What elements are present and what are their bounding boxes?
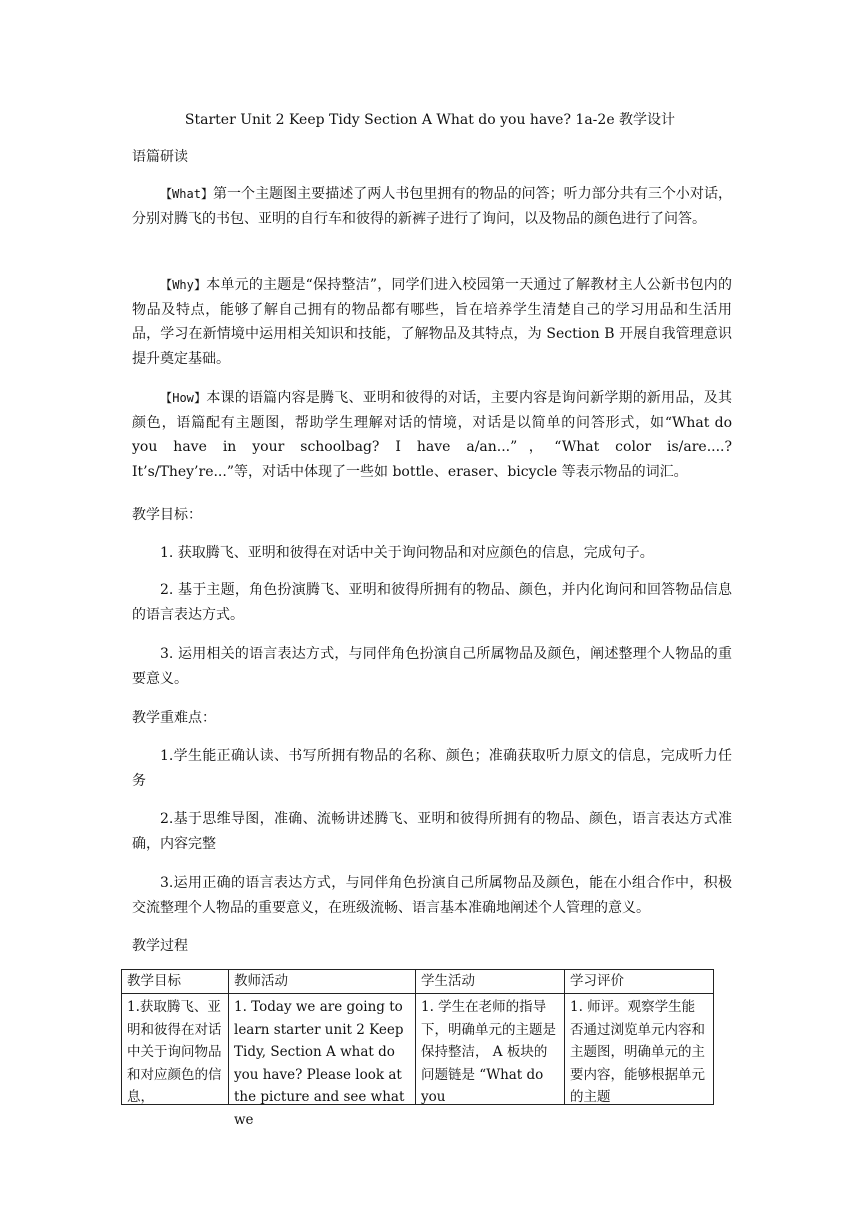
table-header-cell: 教师活动 bbox=[229, 970, 416, 994]
how-text: 本课的语篇内容是腾飞、亚明和彼得的对话，主要内容是询问新学期的新用品，及其颜色，语篇配有主题图，帮助学生理解对话的情境，对话是以简单的问答形式，如“What do you have in your schoolbag? I have a/an...”，“What color is/are....? It’s/They’re...”等，对话中体现了一些如 bottle、eraser、bicycle 等表示物品的词汇。 bbox=[132, 390, 732, 480]
how-tag: 【How】 bbox=[160, 391, 207, 405]
key-point-item: 1.学生能正确认读、书写所拥有物品的名称、颜色；准确获取听力原文的信息，完成听力任务 bbox=[132, 748, 732, 789]
cell-text: 1.获取腾飞、亚明和彼得在对话中关于询问物品和对应颜色的信息， bbox=[127, 999, 222, 1105]
key-point-item: 2.基于思维导图，准确、流畅讲述腾飞、亚明和彼得所拥有的物品、颜色，语言表达方式准确，内容完整 bbox=[132, 811, 732, 852]
why-tag: 【Why】 bbox=[160, 278, 207, 292]
cell-text: 1. Today we are going to learn starter unit 2 Keep Tidy, Section A what do you have? Please look at the picture and see what we bbox=[234, 999, 405, 1128]
table-header-cell: 学习评价 bbox=[565, 970, 714, 994]
table-header-row bbox=[122, 970, 714, 994]
paragraph-how bbox=[132, 386, 732, 484]
paragraph-why bbox=[132, 273, 732, 371]
cell-text: 1. 师评。观察学生能否通过浏览单元内容和主题图，明确单元的主要内容，能够根据单元的主题 bbox=[570, 999, 705, 1105]
why-text: 本单元的主题是“保持整洁”，同学们进入校园第一天通过了解教材主人公新书包内的物品及特点，能够了解自己拥有的物品都有哪些，旨在培养学生清楚自己的学习用品和生活用品，学习在新情境中运用相关知识和技能，了解物品及其特点，为 Section B 开展自我管理意识提升奠定基础。 bbox=[132, 277, 732, 367]
cell-text: 1. 学生在老师的指导下，明确单元的主题是保持整洁， A 板块的问题链是 “What do you bbox=[421, 999, 556, 1105]
section-heading-goals: 教学目标： bbox=[132, 507, 202, 523]
table-cell-student bbox=[416, 994, 565, 1105]
process-table bbox=[121, 969, 714, 1128]
table-cell-teacher bbox=[229, 994, 416, 1128]
what-tag: 【What】 bbox=[160, 187, 213, 201]
goal-item: 3. 运用相关的语言表达方式，与同伴角色扮演自己所属物品及颜色，阐述整理个人物品的重要意义。 bbox=[132, 646, 732, 687]
table-header-cell: 学生活动 bbox=[416, 970, 565, 994]
document-title: Starter Unit 2 Keep Tidy Section A What do you have? 1a-2e 教学设计 bbox=[184, 112, 676, 128]
goal-item: 1. 获取腾飞、亚明和彼得在对话中关于询问物品和对应颜色的信息，完成句子。 bbox=[160, 545, 654, 561]
section-heading-process: 教学过程 bbox=[132, 938, 188, 954]
section-heading-key-points: 教学重难点： bbox=[132, 710, 216, 726]
what-text: 第一个主题图主要描述了两人书包里拥有的物品的问答；听力部分共有三个小对话，分别对腾飞的书包、亚明的自行车和彼得的新裤子进行了询问，以及物品的颜色进行了问答。 bbox=[132, 186, 732, 227]
section-heading-reading: 语篇研读 bbox=[132, 149, 188, 165]
table-cell-evaluation bbox=[565, 994, 714, 1105]
key-point-item: 3.运用正确的语言表达方式，与同伴角色扮演自己所属物品及颜色，能在小组合作中，积极交流整理个人物品的重要意义，在班级流畅、语言基本准确地阐述个人管理的意义。 bbox=[132, 875, 732, 916]
paragraph-what bbox=[132, 182, 732, 231]
table-cell-goal bbox=[122, 994, 229, 1105]
goal-item: 2. 基于主题，角色扮演腾飞、亚明和彼得所拥有的物品、颜色，并内化询问和回答物品信息的语言表达方式。 bbox=[132, 582, 732, 623]
table-header-cell: 教学目标 bbox=[122, 970, 229, 994]
table-row bbox=[122, 994, 714, 1105]
